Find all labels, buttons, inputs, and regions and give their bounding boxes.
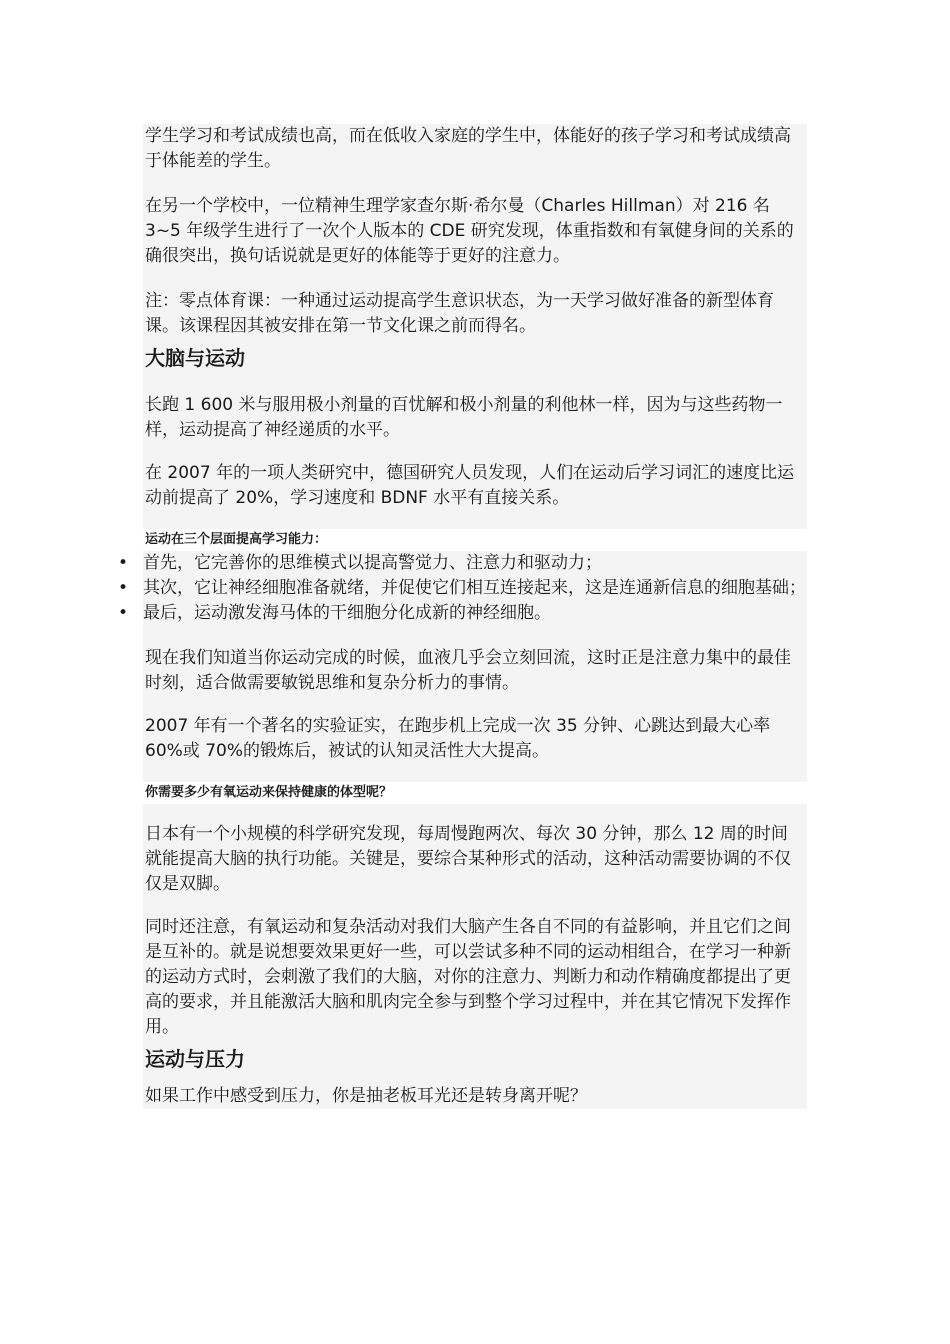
subheading: 运动在三个层面提高学习能力： [145,532,328,547]
list-item [117,576,807,601]
paragraph: 2007 年有一个著名的实验证实，在跑步机上完成一次 35 分钟、心跳达到最大心率 60%或 70%的锻炼后，被试的认知灵活性大大提高。 [145,716,771,761]
list-item [117,601,807,626]
section-heading: 运动与压力 [143,1040,807,1078]
paragraph: 现在我们知道当你运动完成的时候，血液几乎会立刻回流，这时正是注意力集中的最佳时刻，适合做需要敏锐思维和复杂分析力的事情。 [145,648,791,693]
paragraph: 同时还注意，有氧运动和复杂活动对我们大脑产生各自不同的有益影响，并且它们之间是互补的。就是说想要效果更好一些，可以尝试多种不同的运动相组合，在学习一种新的运动方式时，会刺激了我们的大脑，对你的注意力、判断力和动作精确度都提出了更高的要求，并且能激活大脑和肌肉完全参与到整个学习过程中，并在其它情况下发挥作用。 [145,917,791,1037]
paragraph: 在另一个学校中，一位精神生理学家查尔斯·希尔曼（Charles Hillman）对 216 名 3~5 年级学生进行了一次个人版本的 CDE 研究发现，体重指数和有氧健身间的关系的确很突出，换句话说就是更好的体能等于更好的注意力。 [145,196,794,266]
paragraph: 注：零点体育课：一种通过运动提高学生意识状态，为一天学习做好准备的新型体育课。该课程因其被安排在第一节文化课之前而得名。 [145,291,774,336]
bullet-icon: • [117,603,129,623]
text-block [143,377,807,529]
text-block [143,804,807,1040]
section-heading: 大脑与运动 [143,339,807,377]
subheading: 你需要多少有氧运动来保持健康的体型呢？ [145,785,393,800]
list-item-text: 其次，它让神经细胞准备就绪，并促使它们相互连接起来，这是连通新信息的细胞基础； [143,578,806,598]
paragraph: 长跑 1 600 米与服用极小剂量的百忧解和极小剂量的利他林一样，因为与这些药物一样，运动提高了神经递质的水平。 [145,395,783,440]
paragraph: 如果工作中感受到压力，你是抽老板耳光还是转身离开呢？ [145,1086,587,1106]
subheading-block [143,782,807,804]
text-block [143,626,807,782]
bullet-list [117,551,807,626]
document-page [117,124,807,1109]
bullet-icon: • [117,553,129,573]
paragraph: 日本有一个小规模的科学研究发现，每周慢跑两次、每次 30 分钟，那么 12 周的时间就能提高大脑的执行功能。关键是，要综合某种形式的活动，这种活动需要协调的不仅仅是双脚。 [145,824,791,894]
text-block [143,124,807,339]
text-block [143,1078,807,1109]
list-item-text: 最后，运动激发海马体的干细胞分化成新的神经细胞。 [143,603,551,623]
paragraph: 学生学习和考试成绩也高，而在低收入家庭的学生中，体能好的孩子学习和考试成绩高于体能差的学生。 [145,126,791,171]
list-item-text: 首先，它完善你的思维模式以提高警觉力、注意力和驱动力； [143,553,602,573]
list-item [117,551,807,576]
subheading-block [143,529,807,551]
bullet-icon: • [117,578,129,598]
paragraph: 在 2007 年的一项人类研究中，德国研究人员发现，人们在运动后学习词汇的速度比运动前提高了 20%，学习速度和 BDNF 水平有直接关系。 [145,463,795,508]
